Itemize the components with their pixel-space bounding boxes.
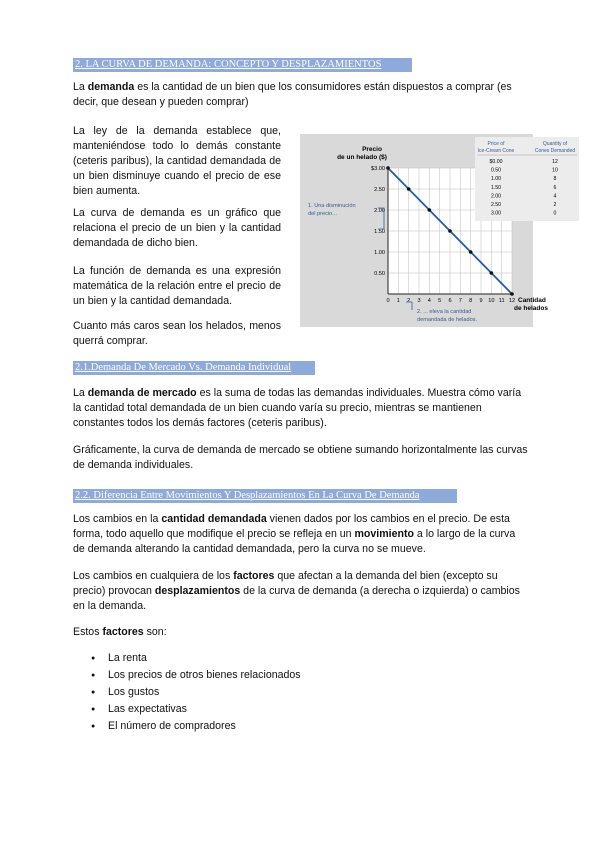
factores-pre: Los cambios en cualquiera de los <box>73 570 234 582</box>
table-cell-price: 2.00 <box>490 193 502 200</box>
price-quantity-table <box>475 137 579 221</box>
x-tick-label: 12 <box>508 298 516 304</box>
paragraph-cantidad-demandada <box>73 512 528 557</box>
desplazamientos-bold: desplazamientos <box>154 585 241 597</box>
x-axis-label-line1: Cantidad <box>518 297 546 304</box>
paragraph-funcion-demanda: La función de demanda es una expresión matemática de la relación entre el precio de un bien y la cantidad demandada. <box>73 265 281 307</box>
x-tick-label: 7 <box>458 298 462 304</box>
annotation-1-line2: del precio... <box>308 211 337 217</box>
x-tick-label: 6 <box>448 298 452 304</box>
cantidad-post: a lo largo de la curva de demanda alterando la cantidad demandada, pero la curva no se mueve. <box>73 528 516 555</box>
list-item: ● La renta <box>73 650 301 667</box>
table-header-price-line2: Ice-Cream Cone <box>477 148 515 154</box>
mercado-post: es la suma de todas las demandas individuales. Muestra cómo varía la cantidad total demandada de un bien cuando varía su precio, mientras se mantienen constantes todos los demás factores (ceteris paribus). <box>73 387 522 429</box>
mercado-bold: demanda de mercado <box>87 387 197 399</box>
table-cell-quantity: 0 <box>553 210 557 217</box>
table-cell-quantity: 12 <box>552 159 558 165</box>
y-tick-label: $3.00 <box>371 166 385 172</box>
x-tick-label: 4 <box>427 298 431 304</box>
x-tick-label: 0 <box>386 298 390 304</box>
table-header-price-line1: Price of <box>487 141 505 147</box>
data-point <box>490 271 494 275</box>
y-axis-label-line1: Precio <box>362 146 382 153</box>
demand-curve-figure <box>300 134 576 327</box>
table-header-quantity-line2: Cones Demanded <box>534 148 576 154</box>
data-point <box>407 187 411 191</box>
data-point <box>386 166 390 170</box>
paragraph-demanda-mercado <box>73 386 528 431</box>
intro-pre: La <box>73 81 88 93</box>
data-point <box>469 250 473 254</box>
data-point <box>510 292 514 296</box>
paragraph-helados: Cuanto más caros sean los helados, menos querrá comprar. <box>73 320 281 347</box>
y-tick-label: 1.00 <box>374 250 385 256</box>
table-header-quantity-line1: Quantity of <box>542 141 568 147</box>
annotation-1-line1: 1. Una disminución <box>308 203 356 209</box>
y-tick-label: 2.00 <box>374 208 385 214</box>
price-quantity-table-box <box>475 137 579 221</box>
intro-paragraph <box>73 80 528 110</box>
x-tick-label: 8 <box>469 298 473 304</box>
paragraph-factores-desplazamientos <box>73 569 528 614</box>
table-cell-price: 1.00 <box>490 176 502 183</box>
x-tick-label: 3 <box>417 298 421 304</box>
factores-post: de la curva de demanda (a derecha o izquierda) o cambios en la demanda. <box>73 585 520 612</box>
x-tick-label: 11 <box>498 298 505 304</box>
table-cell-price: 2.50 <box>490 202 502 208</box>
estos-bold: factores <box>102 626 144 638</box>
table-cell-quantity: 2 <box>553 202 557 208</box>
section-heading-mercado-individual: 2.1.Demanda De Mercado Vs. Demanda Individual <box>73 361 315 375</box>
paragraph-grafica-mercado: Gráficamente, la curva de demanda de mercado se obtiene sumando horizontalmente las curvas de demanda individuales. <box>73 444 528 471</box>
table-cell-quantity: 6 <box>553 184 557 191</box>
factors-list <box>73 650 301 735</box>
x-axis-label-line2: de helados <box>514 305 548 312</box>
section-heading-curva-demanda: 2. LA CURVA DE DEMANDA: CONCEPTO Y DESPLAZAMIENTOS <box>73 58 412 72</box>
paragraph-ley-demanda: La ley de la demanda establece que, manteniéndose todo lo demás constante (ceteris paribus), la cantidad demandada de un bien disminuye cuando el precio de ese bien aumenta. <box>73 125 281 197</box>
movimiento-bold: movimiento <box>354 528 414 540</box>
x-tick-label: 9 <box>479 298 483 304</box>
section-heading-movimientos-desplazamientos: 2.2. Diferencia Entre Movimientos Y Desplazamientos En La Curva De Demanda <box>73 489 457 503</box>
cantidad-pre: Los cambios en la <box>73 513 162 525</box>
x-tick-label: 10 <box>488 298 495 304</box>
annotation-2-line1: 2. ... eleva la cantidad <box>417 309 472 315</box>
factores-mid: que afectan a la demanda del bien (excepto su precio) provocan <box>73 570 498 597</box>
y-axis-label-line2: de un helado ($) <box>337 154 387 161</box>
table-cell-quantity: 8 <box>553 176 557 183</box>
cantidad-bold: cantidad demandada <box>161 513 267 525</box>
table-cell-quantity: 4 <box>553 193 557 200</box>
data-point <box>448 229 452 233</box>
paragraph-estos-factores <box>73 625 528 640</box>
table-cell-quantity: 10 <box>552 167 558 174</box>
table-cell-price: 1.50 <box>490 184 502 191</box>
y-tick-label: 0.50 <box>374 271 385 277</box>
intro-bold-demanda: demanda <box>87 81 135 93</box>
y-tick-label: 2.50 <box>374 187 385 193</box>
estos-pre: Estos <box>73 626 103 638</box>
list-item: ● Los gustos <box>73 684 301 701</box>
mercado-pre: La <box>73 387 88 399</box>
x-tick-label: 1 <box>396 298 400 304</box>
x-tick-label: 5 <box>438 298 442 304</box>
list-item: ● El número de compradores <box>73 718 301 735</box>
list-item: ● Las expectativas <box>73 701 301 718</box>
table-cell-price: 0.50 <box>490 167 502 174</box>
estos-post: son: <box>143 626 167 638</box>
factores-bold: factores <box>233 570 275 582</box>
data-point <box>428 208 432 212</box>
cantidad-mid: vienen dados por los cambios en el precio. De esta forma, todo aquello que modifique el precio se refleja en un <box>73 513 510 540</box>
paragraph-curva-demanda: La curva de demanda es un gráfico que relaciona el precio de un bien y la cantidad demandada de dicho bien. <box>73 207 281 249</box>
x-tick-label: 2 <box>407 298 411 304</box>
intro-post: es la cantidad de un bien que los consumidores están dispuestos a comprar (es decir, que desean y pueden comprar) <box>73 81 512 108</box>
annotation-2-line2: demandada de helados. <box>417 317 478 323</box>
list-item: ● Los precios de otros bienes relacionados <box>73 667 301 684</box>
table-cell-price: 3.00 <box>490 210 502 217</box>
table-cell-price: $0.00 <box>489 159 503 165</box>
y-tick-label: 1.50 <box>374 229 385 235</box>
